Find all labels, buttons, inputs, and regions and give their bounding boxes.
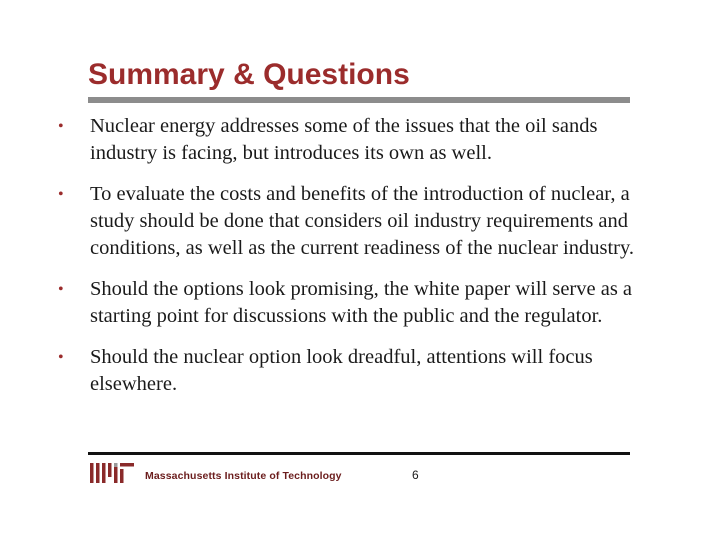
bullet-item — [54, 344, 644, 398]
bullet-text: Nuclear energy addresses some of the issues that the oil sands industry is facing, but introduces its own as well. — [90, 115, 598, 164]
bullet-list — [54, 113, 644, 412]
slide-title: Summary & Questions — [88, 58, 410, 91]
bullet-text: Should the nuclear option look dreadful, attentions will focus elsewhere. — [90, 346, 593, 395]
bullet-dot-icon: • — [58, 281, 64, 298]
bullet-dot-icon: • — [58, 118, 64, 135]
mit-logo-icon — [90, 463, 134, 483]
bullet-text: Should the options look promising, the white paper will serve as a starting point for discussions with the public and the regulator. — [90, 278, 633, 327]
bullet-item — [54, 181, 644, 262]
bullet-item — [54, 113, 644, 167]
bullet-text: To evaluate the costs and benefits of the introduction of nuclear, a study should be done that considers oil industry requirements and conditions, as well as the current readiness of the nuclear industry. — [90, 183, 635, 259]
institution-name: Massachusetts Institute of Technology — [145, 470, 342, 482]
bullet-item — [54, 276, 644, 330]
page-number: 6 — [412, 468, 419, 482]
footer-rule — [88, 452, 630, 455]
bullet-dot-icon: • — [58, 186, 64, 203]
bullet-dot-icon: • — [58, 349, 64, 366]
title-underline — [88, 97, 630, 103]
